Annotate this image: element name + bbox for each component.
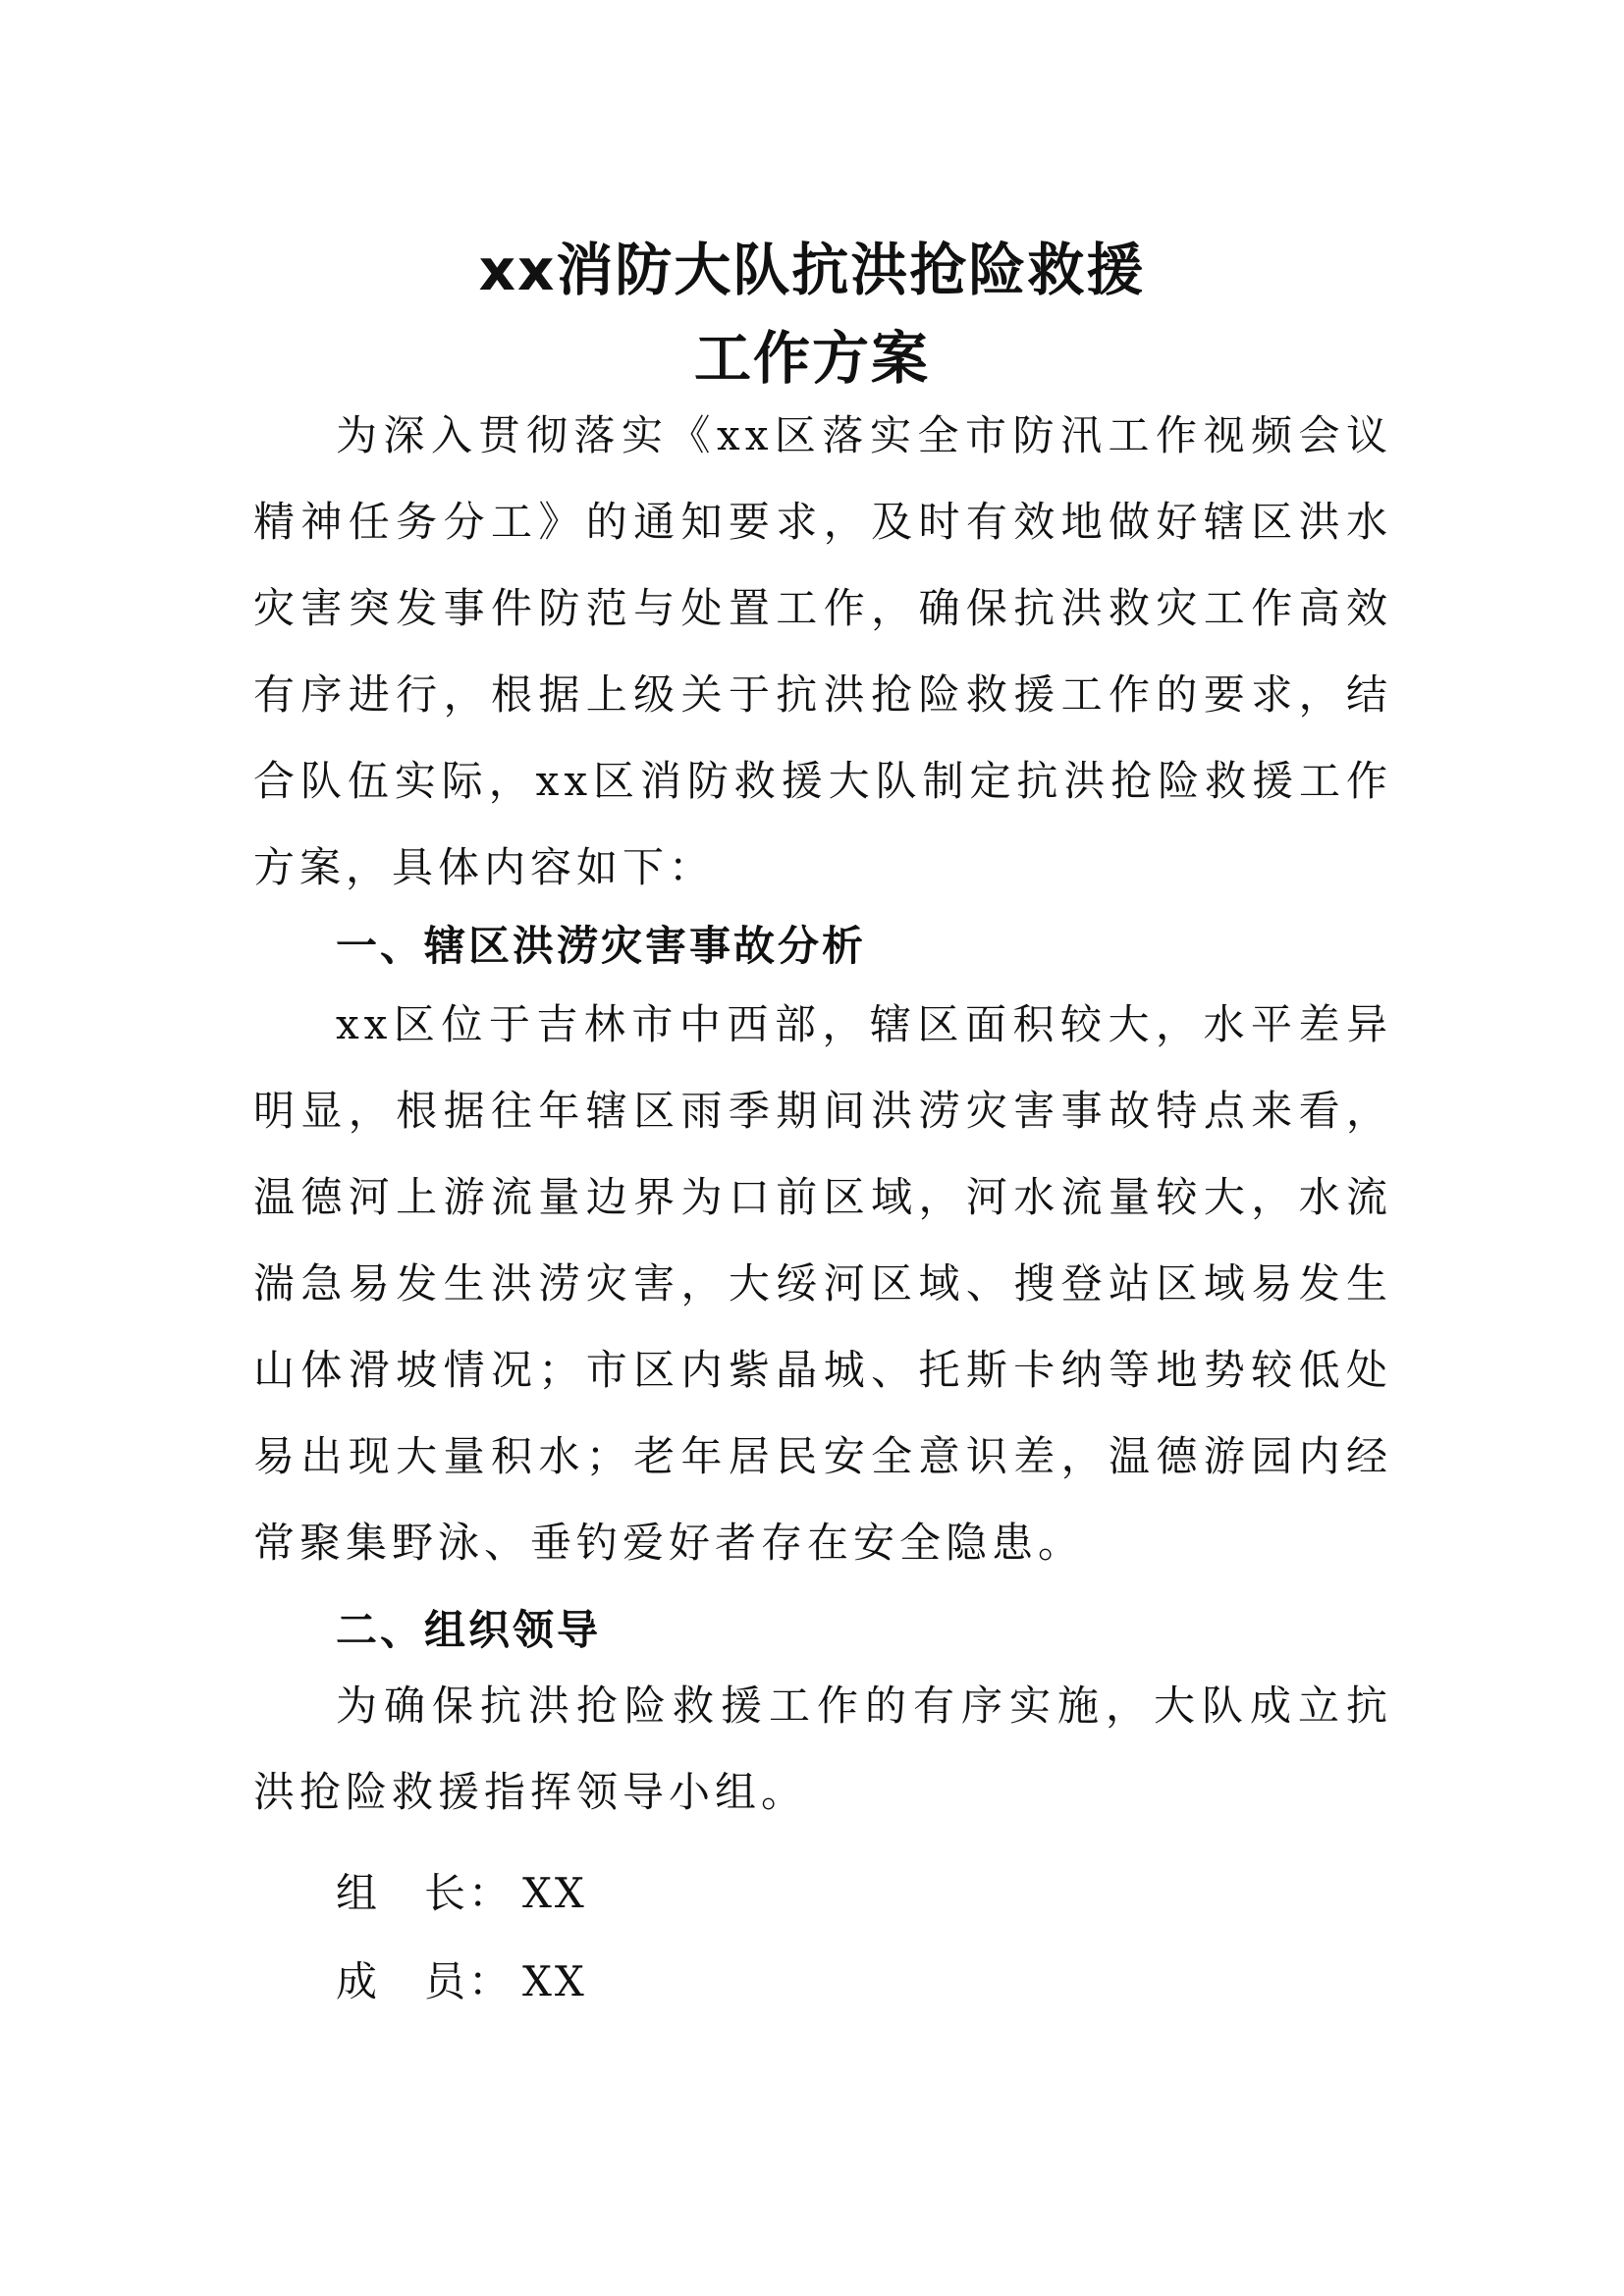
section-heading-analysis: 一、辖区洪涝灾害事故分析 (336, 922, 867, 970)
member-role-members: 成 员： (336, 1957, 514, 2005)
document-title-line2: 工作方案 (693, 325, 930, 392)
section-heading-organization: 二、组织领导 (336, 1606, 602, 1654)
section-body-analysis: xx区位于吉林市中西部，辖区面积较大，水平差异明显，根据往年辖区雨季期间洪涝灾害事故特点来看，温德河上游流量边界为口前区域，河水流量较大，水流湍急易发生洪涝灾害，大绥河区域、搜登站区域易发生山体滑坡情况；市区内紫晶城、托斯卡纳等地势较低处易出现大量积水；老年居民安全意识差，温德游园内经常聚集野泳、垂钓爱好者存在安全隐患。 (253, 1000, 1392, 1567)
member-role-leader: 组 长： (336, 1869, 514, 1917)
member-name-members: XX (522, 1957, 587, 2005)
member-name-leader: XX (522, 1869, 587, 1917)
member-line-leader (336, 1850, 587, 1937)
member-line-members (336, 1939, 587, 2025)
intro-paragraph: 为深入贯彻落实《xx区落实全市防汛工作视频会议精神任务分工》的通知要求，及时有效地做好辖区洪水灾害突发事件防范与处置工作，确保抗洪救灾工作高效有序进行，根据上级关于抗洪抢险救援工作的要求，结合队伍实际，xx区消防救援大队制定抗洪抢险救援工作方案，具体内容如下： (253, 411, 1392, 891)
section-body-organization: 为确保抗洪抢险救援工作的有序实施，大队成立抗洪抢险救援指挥领导小组。 (253, 1682, 1392, 1816)
document-title-line1: xx消防大队抗洪抢险救援 (478, 237, 1146, 303)
